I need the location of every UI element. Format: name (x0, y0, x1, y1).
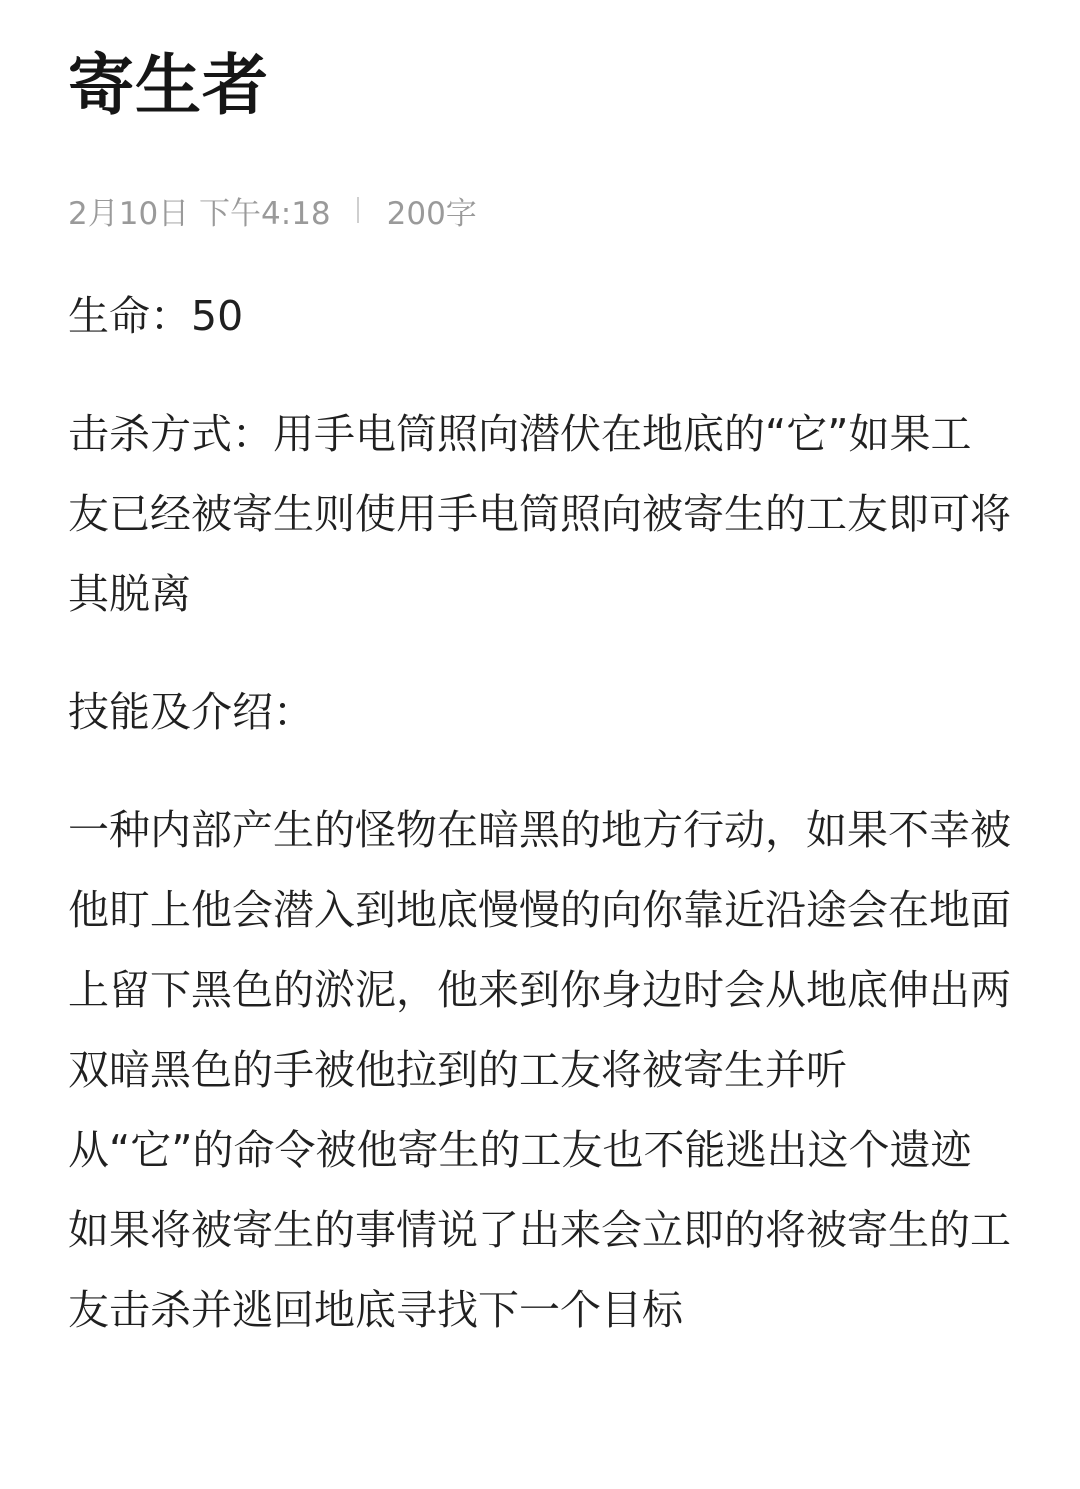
paragraph-life[interactable]: 生命：50 (68, 292, 244, 340)
meta-divider (357, 197, 359, 223)
note-word-count: 200字 (386, 195, 477, 232)
paragraph-gap (68, 752, 1012, 790)
paragraph-description[interactable]: 一种内部产生的怪物在暗黑的地方行动，如果不幸被他盯上他会潜入到地底慢慢的向你靠近沿途会在地面上留下黑色的淤泥，他来到你身边时会从地底伸出两双暗黑色的手被他拉到的工友将被寄生并听从“它”的命令被他寄生的工友也不能逃出这个遗迹如果将被寄生的事情说了出来会立即的将被寄生的工友击杀并逃回地底寻找下一个目标 (68, 806, 1011, 1334)
note-datetime: 2月10日 下午4:18 (68, 195, 331, 232)
paragraph-gap (68, 356, 1012, 394)
note-title[interactable]: 寄生者 (68, 47, 269, 124)
paragraph-skills-heading[interactable]: 技能及介绍： (68, 688, 314, 736)
note-body[interactable] (68, 276, 1012, 1350)
note-view (68, 0, 1012, 1350)
paragraph-gap (68, 634, 1012, 672)
paragraph-kill-method[interactable]: 击杀方式：用手电筒照向潜伏在地底的“它”如果工友已经被寄生则使用手电筒照向被寄生的工友即可将其脱离 (68, 410, 1011, 618)
note-meta (68, 188, 1012, 232)
